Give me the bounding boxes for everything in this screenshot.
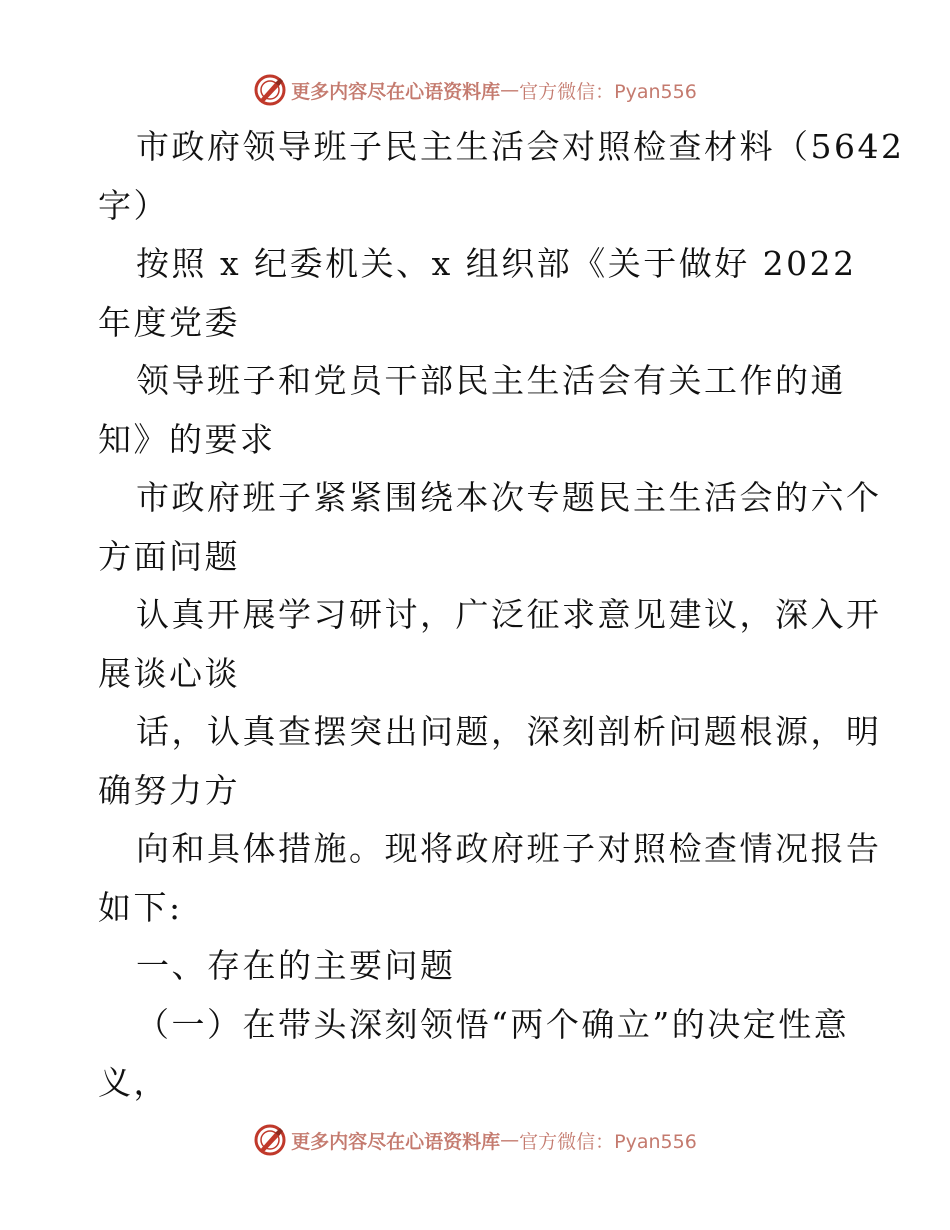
pen-circle-logo-icon [253, 73, 287, 107]
footer-watermark-banner [0, 1120, 950, 1160]
banner-sub-text: 官方微信：Pyan556 [519, 80, 697, 103]
header-watermark-banner [0, 70, 950, 110]
banner-sub-text: 官方微信：Pyan556 [519, 1130, 697, 1153]
paragraph-line: 方面问题 [98, 536, 240, 576]
banner-dash: — [500, 79, 520, 101]
paragraph-line: 知》的要求 [98, 419, 276, 459]
paragraph-line: 向和具体措施。现将政府班子对照检查情况报告 [136, 829, 882, 868]
pen-circle-logo-icon [253, 1123, 287, 1157]
paragraph-line: 年度党委 [98, 302, 240, 342]
paragraph-line: 按照 x 纪委机关、x 组织部《关于做好 2022 [136, 244, 857, 283]
paragraph-line: 确努力方 [98, 770, 240, 810]
section-heading: 一、存在的主要问题 [136, 946, 456, 985]
paragraph-line: 如下: [98, 887, 183, 927]
paragraph-line: 市政府班子紧紧围绕本次专题民主生活会的六个 [136, 478, 882, 517]
paragraph-line: 话，认真查摆突出问题，深刻剖析问题根源，明 [136, 712, 882, 751]
subsection-heading-line-2: 义， [98, 1063, 169, 1102]
banner-main-text: 更多内容尽在心语资料库 [291, 80, 501, 103]
doc-title-line-2: 字） [98, 185, 169, 225]
banner-dash: — [500, 1129, 520, 1151]
subsection-heading-line-1: （一）在带头深刻领悟“两个确立”的决定性意 [136, 1004, 850, 1044]
doc-title-line-1: 市政府领导班子民主生活会对照检查材料（5642 [136, 127, 905, 166]
paragraph-line: 认真开展学习研讨，广泛征求意见建议，深入开 [136, 595, 882, 634]
paragraph-line: 展谈心谈 [98, 653, 240, 693]
banner-main-text: 更多内容尽在心语资料库 [291, 1130, 501, 1153]
document-body [98, 118, 905, 1113]
paragraph-line: 领导班子和党员干部民主生活会有关工作的通 [136, 361, 846, 400]
